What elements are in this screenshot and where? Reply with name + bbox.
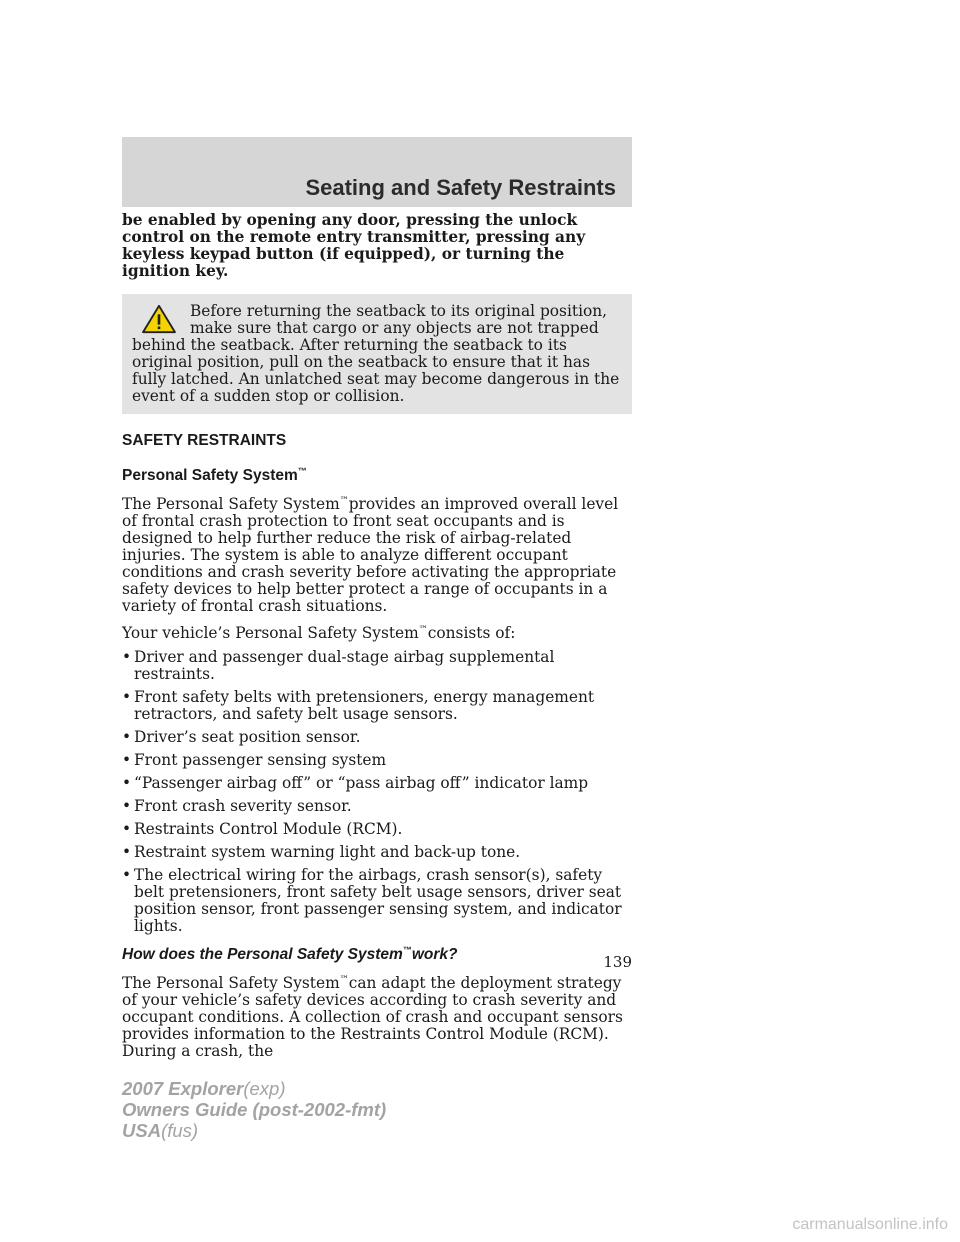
pss-heading: Personal Safety System™ (122, 466, 307, 484)
header-band (122, 137, 632, 207)
footer-line-1: 2007 Explorer(exp) (122, 1078, 286, 1099)
warning-box (122, 294, 632, 414)
footer-line-3: USA(fus) (122, 1120, 199, 1141)
page-number: 139 (603, 953, 632, 971)
list-item: • Front crash severity sensor. (122, 798, 632, 815)
list-item: • “Passenger airbag off” or “pass airbag off” indicator lamp (122, 775, 632, 792)
watermark: carmanualsonline.info (792, 1216, 948, 1233)
list-item: • Driver and passenger dual-stage airbag supplemental restraints. (122, 649, 632, 683)
list-item: • Restraints Control Module (RCM). (122, 821, 632, 838)
list-item: • Front safety belts with pretensioners, energy management retractors, and safety belt usage sensors. (122, 689, 632, 723)
footer-line-2: Owners Guide (post-2002-fmt) (122, 1099, 387, 1120)
lead-paragraph: be enabled by opening any door, pressing the unlock control on the remote entry transmitter, pressing any keyless keypad button (if equipped), or turning the ignition key. (122, 211, 586, 280)
list-item: • Restraint system warning light and back-up tone. (122, 844, 632, 861)
list-item: • Front passenger sensing system (122, 752, 632, 769)
section-title: Seating and Safety Restraints (305, 175, 616, 200)
how-paragraph: The Personal Safety System™can adapt the deployment strategy of your vehicle’s safety devices according to crash severity and occupant conditions. A collection of crash and occupant sensors provides information to the Restraints Control Module (RCM). During a crash, the (122, 974, 623, 1060)
pss-paragraph-2: Your vehicle’s Personal Safety System™consists of: (122, 624, 516, 642)
section-heading: SAFETY RESTRAINTS (122, 432, 287, 449)
warning-text: Before returning the seatback to its original position, make sure that cargo or any objects are not trapped behind the seatback. After returning the seatback to its original position, pull on the seatback to ensure that it has fully latched. An unlatched seat may become dangerous in the event of a sudden stop or collision. (132, 302, 620, 405)
pss-paragraph-1: The Personal Safety System™provides an improved overall level of frontal crash protection to front seat occupants and is designed to help further reduce the risk of airbag-related injuries. The system is able to analyze different occupant conditions and crash severity before activating the appropriate safety devices to help better protect a range of occupants in a variety of frontal crash situations. (122, 495, 619, 615)
warning-triangle-icon (140, 304, 178, 334)
list-item: • The electrical wiring for the airbags, crash sensor(s), safety belt pretensioners, front safety belt usage sensors, driver seat position sensor, front passenger sensing system, and indicator lights. (122, 867, 632, 935)
footer (122, 1078, 386, 1141)
page-content (122, 212, 632, 1067)
list-item: • Driver’s seat position sensor. (122, 729, 632, 746)
pss-components-list (122, 649, 632, 935)
how-heading: How does the Personal Safety System™work? (122, 945, 458, 963)
